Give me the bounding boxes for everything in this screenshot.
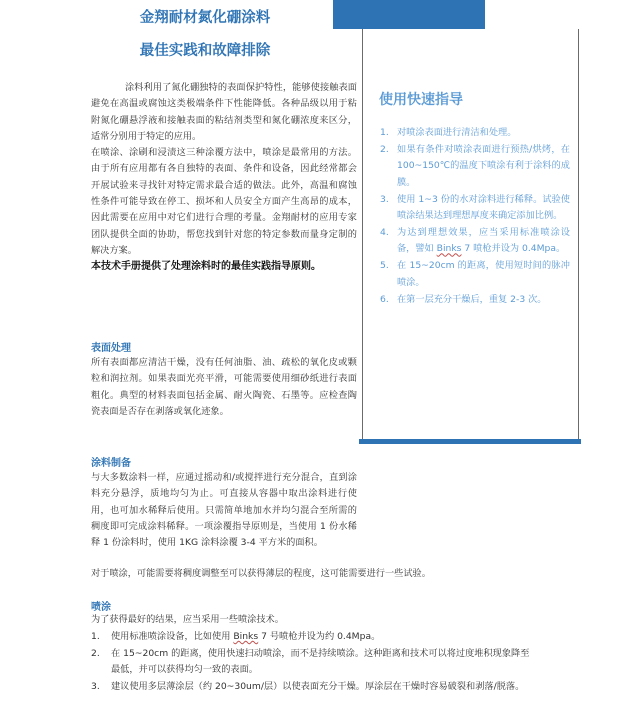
list-item: 2. 如果有条件对喷涂表面进行预热/烘烤，在 100~150℃的温度下喷涂有利于涂料的成膜。 [380, 143, 570, 188]
quick-guide-title: 使用快速指导 [379, 92, 463, 108]
spray-list [91, 629, 531, 696]
intro-paragraph-2: 在喷涂、涂刷和浸渍这三种涂覆方法中，喷涂是最常用的方法。由于所有应用都有各自独特的表面、条件和设备，因此经常都会开展试验来寻找针对特定需求最合适的做法。此外，高温和腐蚀性条件可能导致在停工、损坏和人员安全方面产生高昂的成本，因此需要在应用中对它们进行合理的考量。金翔耐材的应用专家团队提供全面的协助，帮您找到针对您的特定参数而量身定制的解决方案。 [91, 147, 357, 256]
prep-text: 与大多数涂料一样，应通过摇动和/或搅拌进行充分混合，直到涂料充分悬浮，质地均匀为止。可直接从容器中取出涂料进行使用，也可加水稀释后使用。只需简单地加水并均匀混合至所需的稠度即可完成涂料稀释。一项涂覆指导原则是，当使用 1 份水稀释 1 份涂料时，使用 1KG 涂料涂覆 3-4 平方米的面积。 [91, 472, 357, 549]
brand-name: Binks [233, 631, 259, 642]
list-item: 3. 使用 1~3 份的水对涂料进行稀释。试验使喷涂结果达到理想厚度来确定添加比例。 [380, 193, 570, 222]
panel-bottom-bar [359, 439, 581, 444]
document-title: 金翔耐材氮化硼涂料 [139, 10, 271, 26]
brand-name: Binks [436, 243, 462, 255]
list-item: 1. 使用标准喷涂设备，比如使用 Binks 7 号喷枪并设为约 0.4Mpa。 [91, 631, 381, 642]
panel-top-bar [333, 0, 485, 29]
spray-heading: 喷涂 [91, 602, 111, 613]
quick-guide-list [380, 125, 570, 308]
intro-paragraph-1: 涂料利用了氮化硼独特的表面保护特性，能够使接触表面避免在高温或腐蚀这类极端条件下性能降低。各种品级以用于粘附氮化硼悬浮液和接触表面的粘结剂类型和氮化硼浓度来区分，适常分别用于特定的应用。 [91, 82, 357, 142]
list-item: 6. 在第一层充分干燥后，重复 2-3 次。 [380, 293, 547, 305]
prep-full-line: 对于喷涂，可能需要将稠度调整至可以获得薄层的程度，这可能需要进行一些试验。 [91, 568, 431, 579]
document-subtitle: 最佳实践和故障排除 [139, 43, 271, 59]
list-item: 4. 为达到理想效果，应当采用标准喷涂设备，譬如 Binks 7 喷枪并设为 0.4Mpa。 [380, 226, 570, 255]
list-item: 2. 在 15~20cm 的距离，使用快速扫动喷涂，而不是持续喷涂。这种距离和技术可以将过度堆积现象降至最低，并可以获得均匀一致的表面。 [91, 648, 530, 675]
list-item: 3. 建议使用多层薄涂层（约 20~30um/层）以使表面充分干燥。厚涂层在干燥时容易破裂和剥落/脱落。 [91, 681, 525, 692]
list-item: 5. 在 15~20cm 的距离，使用短时间的脉冲喷涂。 [380, 260, 570, 288]
intro-bold-statement: 本技术手册提供了处理涂料时的最佳实践指导原则。 [91, 261, 321, 273]
surface-heading: 表面处理 [91, 343, 131, 354]
intro-section [91, 80, 357, 275]
surface-text: 所有表面都应清洁干燥，没有任何油脂、油、疏松的氧化皮或颗粒和润拉剂。如果表面光亮平滑，可能需要使用细砂纸进行表面粗化。典型的材料表面包括金属、耐火陶瓷、石墨等。应检查陶瓷表面是否存在剥落或氧化迹象。 [91, 357, 357, 417]
list-item: 1. 对喷涂表面进行清洁和处理。 [380, 127, 517, 138]
spray-intro: 为了获得最好的结果，应当采用一些喷涂技术。 [91, 614, 284, 625]
prep-heading: 涂料制备 [91, 458, 131, 469]
